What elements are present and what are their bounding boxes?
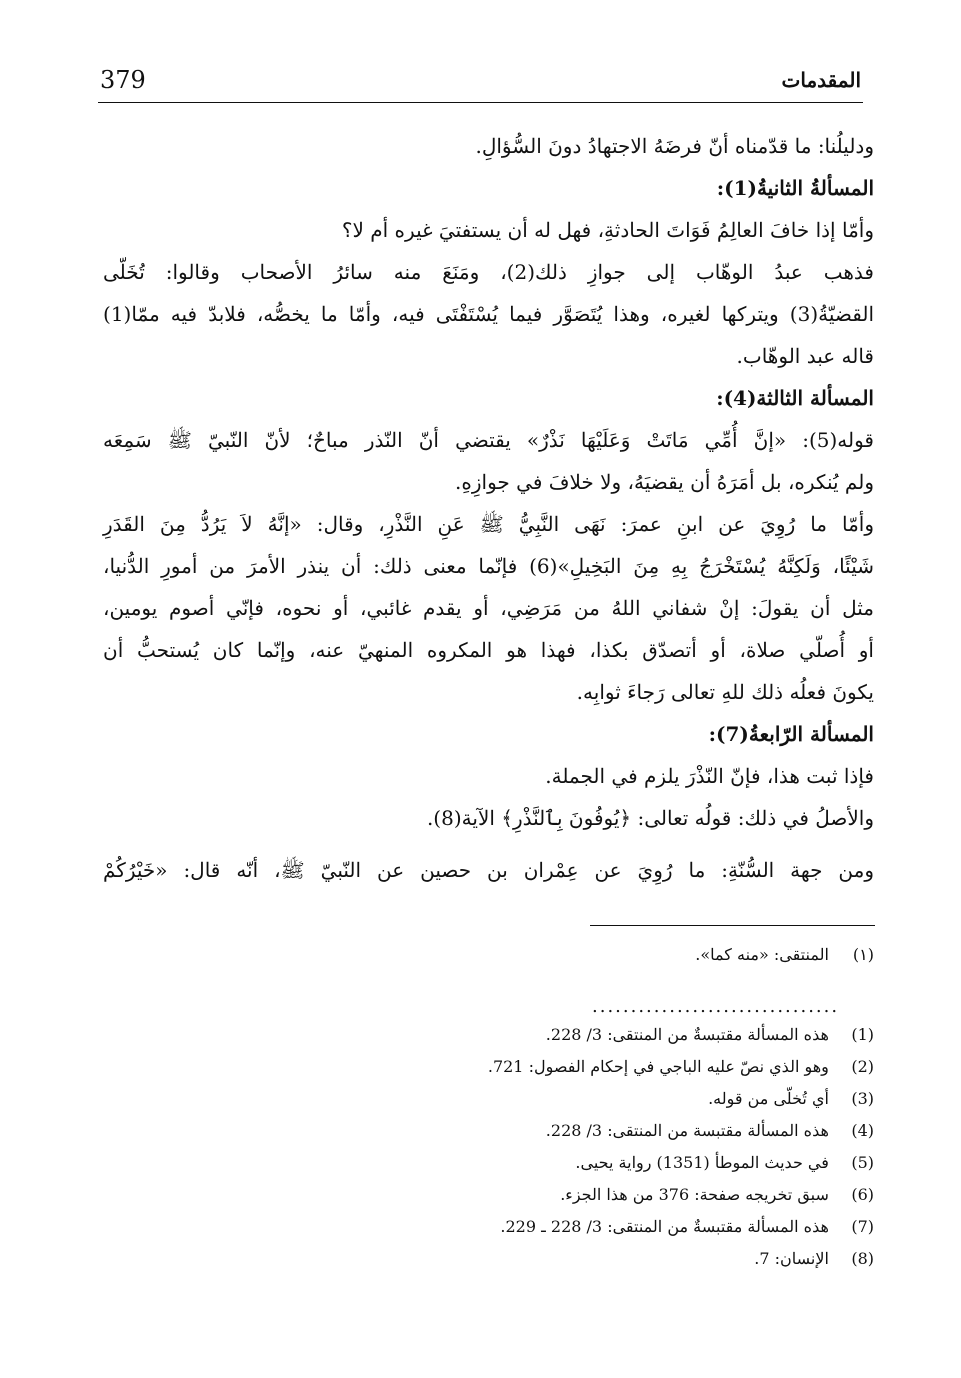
body-line: وأمّا إذا خافَ العالِمُ فَوَاتَ الحادثةِ، فهل له أن يستفتيَ غيره أم لا؟ [341,218,874,242]
running-head: المقدمات [781,68,861,92]
body-line: قاله عبد الوهّاب. [736,344,874,368]
body-line: ودليلُنا: ما قدّمناه أنّ فرضَهُ الاجتهادُ دونَ السُّؤالِ. [475,134,874,158]
header-rule [98,102,863,103]
section-heading: المسألةُ الثانيةُ(1): [716,176,874,200]
section-heading: المسألة الرّابعةُ(7): [708,722,874,746]
footnote-number: (1) [851,1025,874,1044]
body-line: أو أُصلّي صلاة، أو أتصدّق بكذا، فهذا هو المكروه المنهيّ عنه، وإنّما كان يُستحبُّ أن [103,638,874,662]
footnote-number: (7) [851,1217,874,1236]
body-line: فذهب عبدُ الوهّاب إلى جوازِ ذلك(2)، ومَنَعَ منه سائرُ الأصحاب وقالوا: تُخَلّى [103,260,874,284]
body-line: فإذا ثبت هذا، فإنّ النّذْرَ يلزم في الجملة. [545,764,874,788]
footnote-text: هذه المسألة مقتبسةٌ من المنتقى: 3/ 228. [545,1025,829,1044]
body-line: وأمّا ما رُوِيَ عن ابنِ عمرَ: نَهَى النَّبِيُّ ﷺ عَنِ النَّذْرِ، وقال: «إنَّهُ لاَ يَرُدُّ مِنَ القَدَرِ [103,512,874,536]
footnote [546,1022,874,1048]
footnote-text: هذه المسألة مقتبسة من المنتقى: 3/ 228. [545,1121,829,1140]
footnote [560,1182,874,1208]
body-line: ولم يُنكره، بل أمَرَهُ أن يقضيَهُ، ولا خلافَ في جوازِهِ. [455,470,874,494]
editor-note [695,942,874,968]
footnote [575,1150,874,1176]
body-line: شَيْئًا، وَلَكِنَّهُ يُسْتَخْرَجُ بِهِ مِنَ البَخِيلِ»(6) فإنّما معنى ذلك: أن ينذر الأمرَ من أمورِ الدُّنيا، [103,554,875,578]
footnote [708,1086,874,1112]
footnote-text: هذه المسألة مقتبسةٌ من المنتقى: 3/ 228 ـ 229. [500,1217,829,1236]
footnote-number: (3) [851,1089,874,1108]
body-line: القضيّةُ(3) ويتركها لغيره، وهذا يُتَصَوَّر فيما يُسْتَفْتَى فيه، وأمّا ما يخصُّه، فلابدّ فيه ممّا(1) [103,302,874,326]
footnote-rule [590,925,875,926]
footnote-text: أي تُخلّى من قوله. [708,1089,829,1108]
body-line: مثل أن يقولَ: إنْ شفاني اللهُ من مَرَضِي، أو يقدم غائبي، أو نحوه، فإنّي أصوم يومين، [103,596,874,620]
footnote-text: المنتقى: «منه كما». [695,945,829,964]
footnote-number: (١) [852,945,874,964]
body-line: يكونَ فعلُه ذلك للهِ تعالى رَجاءَ ثوابِه. [576,680,874,704]
dotted-separator: ................................ [592,996,840,1017]
footnote-number: (2) [851,1057,874,1076]
body-line: والأصلُ في ذلك: قولُه تعالى: ﴿يُوفُونَ بِٱلنَّذْرِ﴾ الآية(8). [426,806,874,830]
footnote [488,1054,874,1080]
footnote-text: وهو الذي نصّ عليه الباجي في إحكام الفصول: 721. [487,1057,829,1076]
page-number: 379 [100,66,146,94]
body-line: قوله(5): «إنَّ أُمِّي مَاتَتْ وَعَلَيْهَا نَذْرٌ» يقتضي أنّ النّذر مباحٌ؛ لأنّ النّبيّ ﷺ سَمِعَه [103,428,874,452]
footnote-text: الإنسان: 7. [754,1249,829,1268]
footnote-number: (4) [851,1121,874,1140]
footnote-text: في حديث الموطأ (1351) رواية يحيى. [575,1153,829,1172]
body-line: ومن جهة السُّنّةِ: ما رُوِيَ عن عِمْران بن حصين عن النّبيّ ﷺ، أنّه قال: «خَيْرُكُمْ [103,858,874,882]
footnote-number: (6) [851,1185,874,1204]
section-heading: المسألة الثالثة(4): [716,386,874,410]
footnote-number: (8) [851,1249,874,1268]
footnote-text: سبق تخريجه صفحة: 376 من هذا الجزء. [560,1185,829,1204]
footnote [754,1246,874,1272]
footnote-number: (5) [851,1153,874,1172]
footnote [546,1118,874,1144]
footnote [500,1214,874,1240]
